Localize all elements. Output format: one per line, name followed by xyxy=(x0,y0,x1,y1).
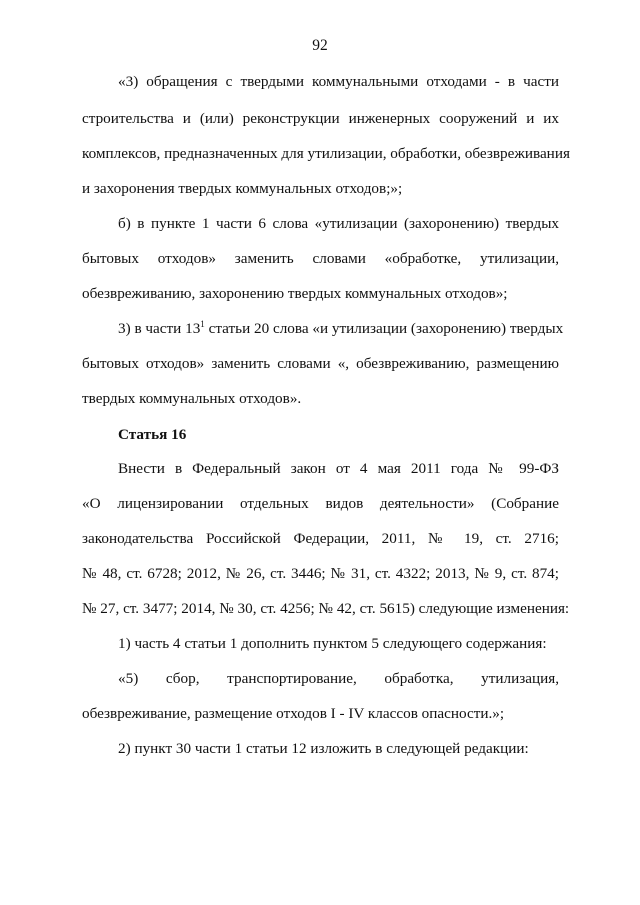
text-fragment: 3) в части 13 xyxy=(118,320,201,337)
text-line: строительства и (или) реконструкции инженерных сооружений и их xyxy=(82,110,559,127)
text-line: «О лицензировании отдельных видов деятельности» (Собрание xyxy=(82,495,559,512)
text-line: законодательства Российской Федерации, 2011, № 19, ст. 2716; xyxy=(82,530,559,547)
text-line: бытовых отходов» заменить словами «обработке, утилизации, xyxy=(82,250,559,267)
text-line: и захоронения твердых коммунальных отходов;»; xyxy=(82,180,403,197)
article-heading: Статья 16 xyxy=(118,426,187,443)
superscript: 1 xyxy=(200,319,205,329)
text-line: «5) сбор, транспортирование, обработка, утилизация, xyxy=(118,670,559,687)
text-line: № 27, ст. 3477; 2014, № 30, ст. 4256; № 42, ст. 5615) следующие изменения: xyxy=(82,600,570,617)
text-line: 2) пункт 30 части 1 статьи 12 изложить в следующей редакции: xyxy=(118,740,529,757)
text-line: б) в пункте 1 части 6 слова «утилизации (захоронению) твердых xyxy=(118,215,559,232)
text-line: 1) часть 4 статьи 1 дополнить пунктом 5 следующего содержания: xyxy=(118,635,547,652)
text-line: «3) обращения с твердыми коммунальными отходами - в части xyxy=(118,73,559,90)
text-fragment: статьи 20 слова «и утилизации (захоронению) твердых xyxy=(204,320,564,337)
text-line: комплексов, предназначенных для утилизации, обработки, обезвреживания xyxy=(82,145,570,162)
text-line: бытовых отходов» заменить словами «, обезвреживанию, размещению xyxy=(82,355,559,372)
page-number: 92 xyxy=(312,37,328,54)
text-line: Внести в Федеральный закон от 4 мая 2011 года № 99-ФЗ xyxy=(118,460,559,477)
text-line: твердых коммунальных отходов». xyxy=(82,390,302,407)
text-line xyxy=(118,319,564,338)
text-line: обезвреживание, размещение отходов I - IV классов опасности.»; xyxy=(82,705,505,722)
text-line: обезвреживанию, захоронению твердых коммунальных отходов»; xyxy=(82,285,508,302)
text-line: № 48, ст. 6728; 2012, № 26, ст. 3446; № 31, ст. 4322; 2013, № 9, ст. 874; xyxy=(82,565,559,582)
